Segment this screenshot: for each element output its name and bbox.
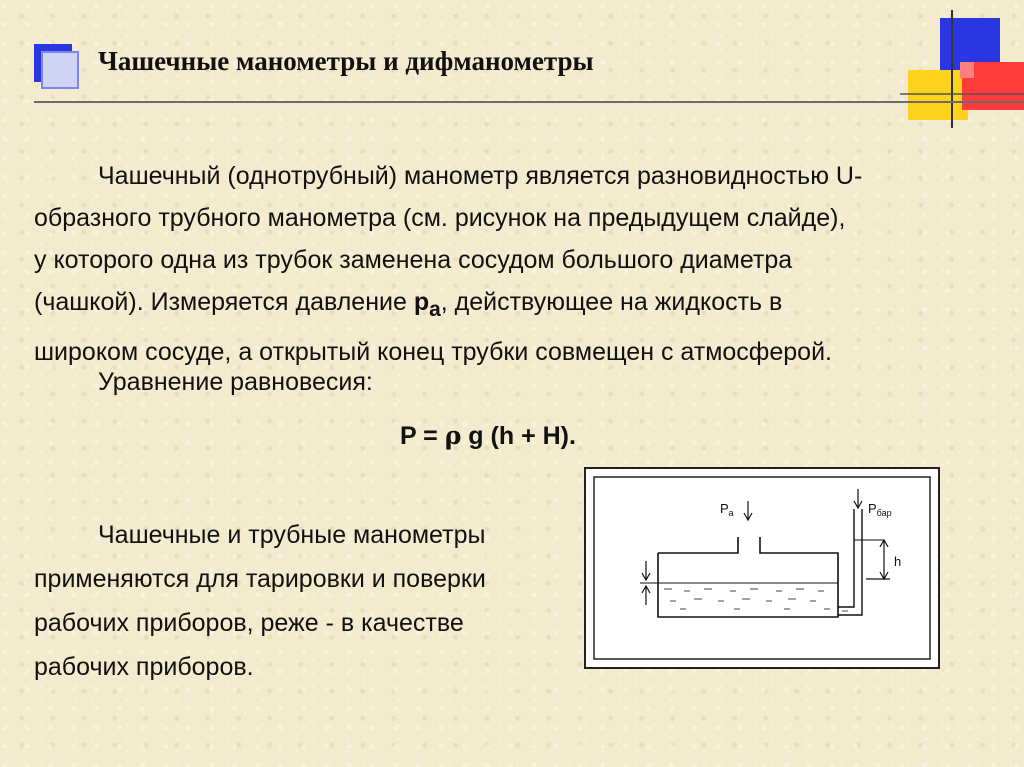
formula-left: P =: [400, 422, 445, 450]
equilibrium-label: Уравнение равновесия:: [98, 368, 373, 396]
formula-right: g (h + H).: [461, 422, 576, 450]
corner-decoration: [900, 0, 1024, 135]
rho-symbol: ρ: [444, 421, 462, 450]
figure-frame-outer: [585, 468, 939, 668]
intro-line-4-start: (чашкой). Измеряется давление: [34, 288, 414, 316]
equilibrium-formula: [400, 421, 576, 451]
pbar-label: $P_{бар}$: [868, 501, 892, 518]
h-label: h: [894, 554, 902, 569]
pressure-symbol: p: [413, 288, 430, 316]
pa-label: $P_a$: [720, 501, 734, 518]
pbar-label-sub: бар: [876, 508, 892, 518]
intro-line-2: образного трубного манометра (см. рисунок на предыдущем слайде),: [34, 204, 846, 232]
intro-line-5: широком сосуде, а открытый конец трубки совмещен с атмосферой.: [34, 338, 832, 366]
page-title: Чашечные манометры и дифманометры: [98, 46, 594, 76]
usage-line-1: Чашечные и трубные манометры: [98, 521, 486, 549]
pa-label-sub: a: [728, 508, 734, 518]
intro-line-4-end: , действующее на жидкость в: [440, 288, 783, 316]
title-divider: [34, 101, 1024, 103]
intro-line-3: у которого одна из трубок заменена сосудом большого диаметра: [34, 246, 793, 274]
usage-line-3: рабочих приборов, реже - в качестве: [34, 609, 464, 637]
intro-paragraph: [34, 155, 974, 373]
title-bullet-icon: [30, 42, 80, 92]
usage-line-4: рабочих приборов.: [34, 653, 254, 681]
intro-line-1: Чашечный (однотрубный) манометр является разновидностью U-: [98, 162, 863, 190]
cup-manometer-diagram: [584, 467, 940, 669]
usage-line-2: применяются для тарировки и поверки: [34, 565, 486, 593]
pressure-subscript: a: [429, 298, 441, 321]
usage-paragraph: [34, 513, 574, 689]
